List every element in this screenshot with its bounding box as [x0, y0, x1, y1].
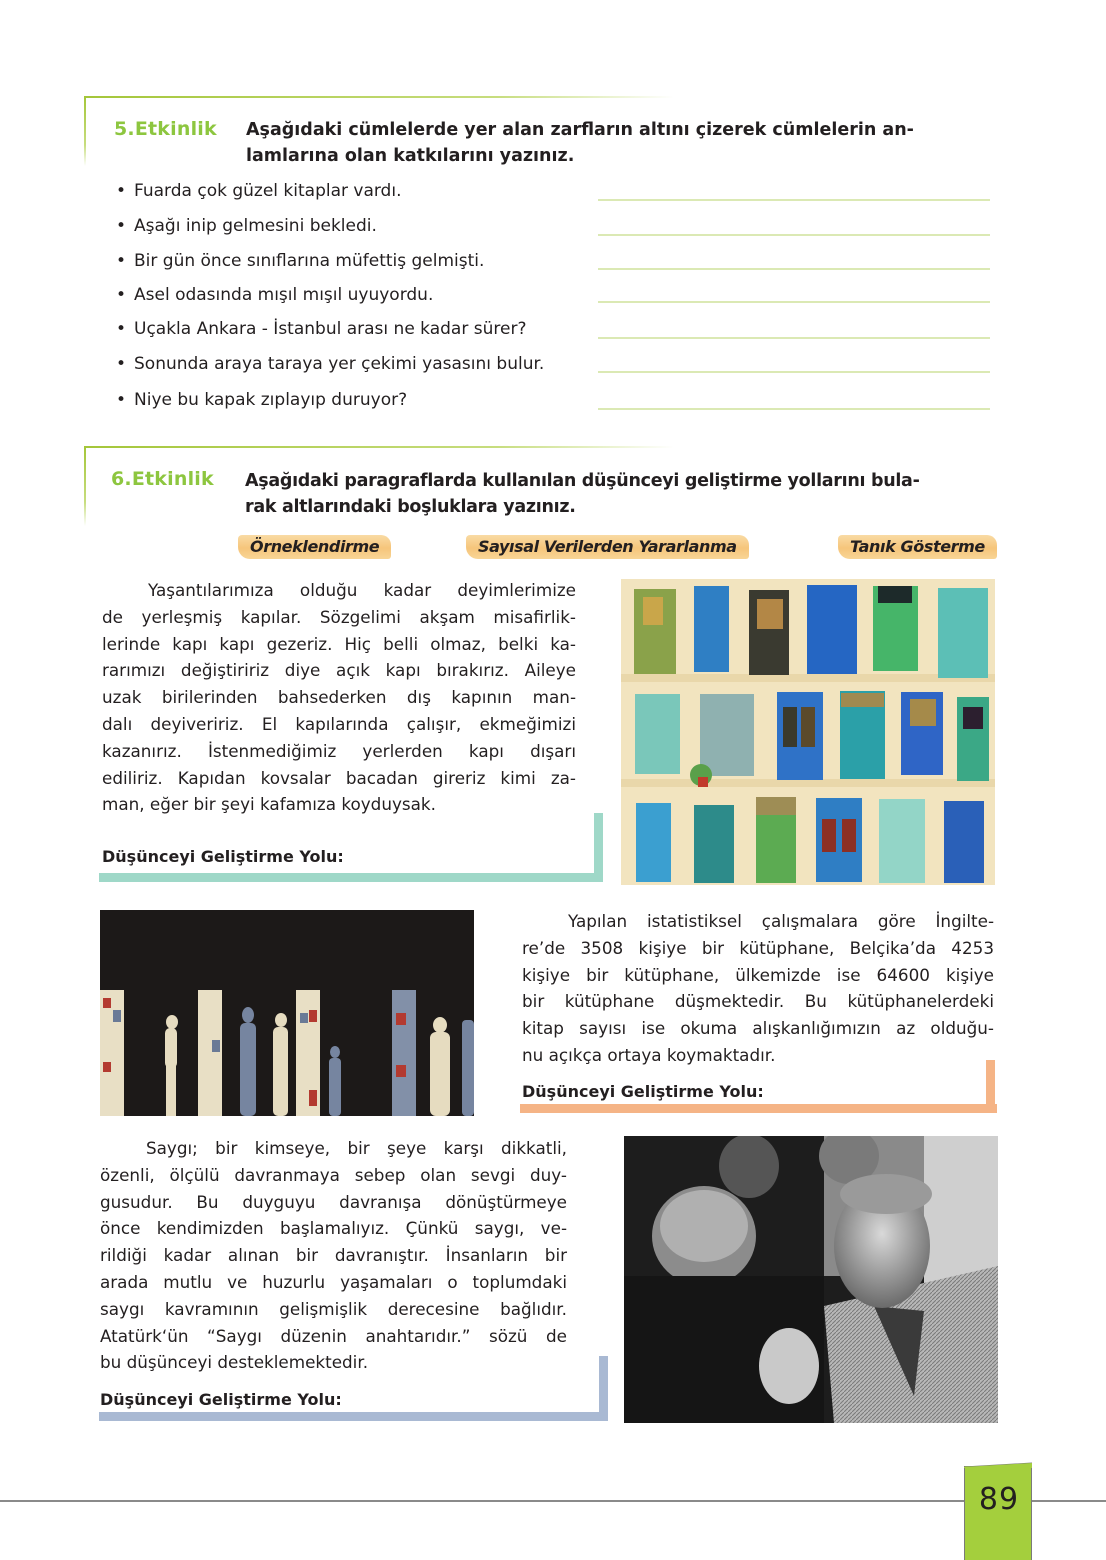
- answer-label-2: Düşünceyi Geliştirme Yolu:: [522, 1082, 764, 1101]
- option-chip-sayisal-veriler: [466, 535, 749, 559]
- activity5-item: [116, 285, 433, 305]
- item-text: Asel odasında mışıl mışıl uyuyordu.: [134, 285, 434, 305]
- footer-rule: [0, 1500, 1106, 1502]
- bullet-icon: •: [116, 319, 127, 339]
- activity5-frame-top: [84, 96, 674, 98]
- answer-field-3[interactable]: [99, 1412, 608, 1421]
- answer-bar-vertical-1: [594, 813, 603, 880]
- option-label: Örneklendirme: [250, 537, 380, 556]
- bullet-icon: •: [116, 390, 127, 410]
- answer-bar-vertical-3: [599, 1356, 608, 1416]
- paragraph-line: re’de 3508 kişiye bir kütüphane, Belçika’da 4253: [522, 937, 994, 958]
- activity5-item: [116, 216, 377, 236]
- paragraph-line: rildiği kadar alınan bir davranıştır. İnsanların bir: [100, 1245, 567, 1266]
- activity5-item: [116, 390, 407, 410]
- activity5-item: [116, 354, 544, 374]
- answer-field-2[interactable]: [520, 1104, 997, 1113]
- item-text: Aşağı inip gelmesini bekledi.: [134, 216, 377, 236]
- paragraph-line: man, eğer bir şeyi kafamıza koyduysak.: [102, 794, 436, 815]
- answer-label-3: Düşünceyi Geliştirme Yolu:: [100, 1390, 342, 1409]
- paragraph-line: Yapılan istatistiksel çalışmalara göre İngilte-: [568, 911, 994, 931]
- option-label: Tanık Gösterme: [850, 537, 985, 556]
- paragraph-line: lerinde kapı kapı gezeriz. Hiç belli olmaz, belki ka-: [102, 633, 576, 654]
- paragraph-line: Yaşantılarımıza olduğu kadar deyimlerimize: [148, 580, 576, 600]
- bullet-icon: •: [116, 181, 127, 201]
- activity5-answer-line-1[interactable]: [598, 199, 990, 201]
- activity6-label: 6.Etkinlik: [111, 468, 214, 490]
- paragraph-respect: [100, 1135, 567, 1376]
- activity5-instruction-line1: Aşağıdaki cümlelerde yer alan zarfların altını çizerek cümlelerin an-: [246, 120, 914, 140]
- item-text: Sonunda araya taraya yer çekimi yasasını bulur.: [134, 354, 545, 374]
- paragraph-line: kazanırız. İstenmediğimiz yerlerden kapı dışarı: [102, 740, 576, 761]
- item-text: Uçakla Ankara - İstanbul arası ne kadar sürer?: [134, 319, 527, 339]
- item-text: Bir gün önce sınıflarına müfettiş gelmişti.: [134, 251, 485, 271]
- paragraph-line: özenli, ölçülü davranmaya sebep olan sevgi duy-: [100, 1164, 567, 1185]
- page-tab-top-edge: [963, 1462, 1033, 1468]
- answer-field-1[interactable]: [99, 873, 603, 882]
- activity5-item: [116, 181, 401, 201]
- doors-image: [621, 579, 995, 885]
- page-number: 89: [978, 1482, 1020, 1517]
- paragraph-line: Atatürk‘ün “Saygı düzenin anahtarıdır.” sözü de: [100, 1325, 567, 1346]
- paragraph-line: ediliriz. Kapıdan kovsalar bacadan gireriz kimi za-: [102, 767, 576, 788]
- library-image: [100, 910, 474, 1116]
- page-number-tab: [964, 1466, 1032, 1560]
- ataturk-photo: [624, 1136, 998, 1423]
- option-chip-tanik-gosterme: [838, 535, 997, 559]
- paragraph-line: Saygı; bir kimseye, bir şeye karşı dikkatli,: [146, 1138, 567, 1158]
- watercolor-doors-illustration: [621, 579, 995, 885]
- paragraph-line: önce kendimizden başlamalıyız. Çünkü saygı, ve-: [100, 1218, 567, 1239]
- activity5-answer-line-6[interactable]: [598, 371, 990, 373]
- activity6-instruction-line2: rak altlarındaki boşluklara yazınız.: [245, 497, 576, 517]
- paragraph-doors: [102, 577, 576, 818]
- ataturk-black-white-photo: [624, 1136, 998, 1423]
- paragraph-line: de yerleşmiş kapılar. Sözgelimi akşam misafirlik-: [102, 606, 576, 627]
- paragraph-line: gusudur. Bu duyguyu davranışa dönüştürmeye: [100, 1191, 567, 1212]
- paragraph-line: bir kütüphane düşmektedir. Bu kütüphanelerdeki: [522, 991, 994, 1012]
- paragraph-line: uzak birilerinden bahsederken dış kapının man-: [102, 687, 576, 708]
- answer-label-1: Düşünceyi Geliştirme Yolu:: [102, 847, 344, 866]
- paragraph-statistics: [522, 908, 994, 1069]
- library-silhouettes-illustration: [100, 910, 474, 1116]
- activity5-instruction-line2: lamlarına olan katkılarını yazınız.: [246, 146, 575, 166]
- paragraph-line: rarımızı değiştiririz diye açık kapı bırakırız. Aileye: [102, 660, 576, 681]
- paragraph-line: kişiye bir kütüphane, ülkemizde ise 64600 kişiye: [522, 964, 994, 985]
- bullet-icon: •: [116, 285, 127, 305]
- paragraph-line: dalı deyiveririz. El kapılarında çalışır, ekmeğimizi: [102, 713, 576, 734]
- activity6-instruction-line1: Aşağıdaki paragraflarda kullanılan düşünceyi geliştirme yollarını bula-: [245, 471, 920, 491]
- activity5-answer-line-7[interactable]: [598, 408, 990, 410]
- item-text: Fuarda çok güzel kitaplar vardı.: [134, 181, 402, 201]
- activity5-item: [116, 251, 484, 271]
- activity5-answer-line-5[interactable]: [598, 337, 990, 339]
- bullet-icon: •: [116, 354, 127, 374]
- activity5-answer-line-2[interactable]: [598, 234, 990, 236]
- activity6-frame-top: [84, 446, 674, 448]
- paragraph-line: bu düşünceyi desteklemektedir.: [100, 1352, 369, 1373]
- activity5-answer-line-3[interactable]: [598, 268, 990, 270]
- paragraph-line: saygı kavramının gelişmişlik derecesine bağlıdır.: [100, 1298, 567, 1319]
- option-label: Sayısal Verilerden Yararlanma: [478, 537, 737, 556]
- activity5-label: 5.Etkinlik: [114, 118, 217, 140]
- paragraph-line: arada mutlu ve huzurlu yaşamaları o toplumdaki: [100, 1271, 567, 1292]
- activity6-frame-left: [84, 446, 86, 526]
- bullet-icon: •: [116, 216, 127, 236]
- activity5-item: [116, 319, 526, 339]
- activity5-answer-line-4[interactable]: [598, 301, 990, 303]
- paragraph-line: nu açıkça ortaya koymaktadır.: [522, 1044, 776, 1065]
- item-text: Niye bu kapak zıplayıp duruyor?: [134, 390, 408, 410]
- bullet-icon: •: [116, 251, 127, 271]
- paragraph-line: kitap sayısı ise okuma alışkanlığımızın az olduğu-: [522, 1018, 994, 1039]
- activity5-frame-left: [84, 96, 86, 166]
- option-chip-orneklendirme: [238, 535, 391, 559]
